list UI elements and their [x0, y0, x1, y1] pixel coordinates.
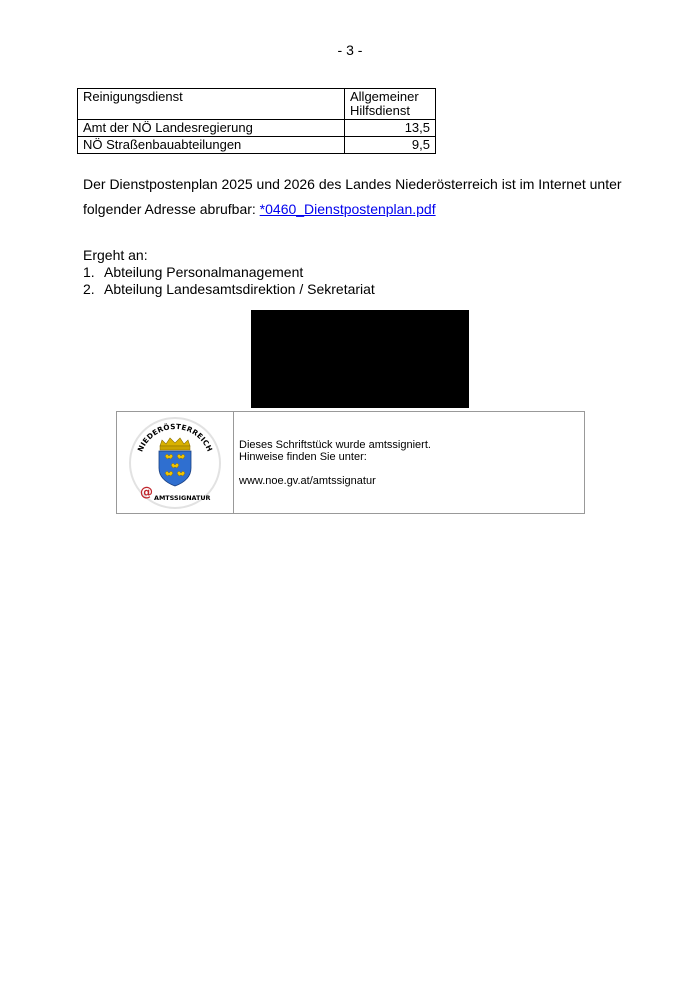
page-number: - 3 - [337, 42, 363, 58]
table-cell-label: Amt der NÖ Landesregierung [78, 120, 345, 137]
signature-line1: Dieses Schriftstück wurde amtssigniert. [239, 438, 431, 451]
table-row [78, 120, 436, 137]
paragraph-text: Der Dienstpostenplan 2025 und 2026 des Landes Niederösterreich ist im Internet unter folgender Adresse abrufbar: [83, 176, 622, 217]
recipients-section [83, 247, 375, 298]
table-cell-label: NÖ Straßenbauabteilungen [78, 137, 345, 154]
dienstpostenplan-link[interactable]: *0460_Dienstpostenplan.pdf [259, 201, 436, 217]
table-header-row [78, 89, 436, 120]
amtssignatur-seal-icon [126, 416, 224, 510]
seal-bottom-text: AMTSSIGNATUR [154, 493, 211, 502]
svg-text:@: @ [140, 484, 153, 500]
redacted-block [251, 310, 469, 408]
list-number: 2. [83, 281, 95, 297]
seal-cell [117, 412, 234, 513]
table-cell-value: 9,5 [345, 137, 436, 154]
list-text: Abteilung Landesamtsdirektion / Sekretariat [104, 281, 375, 297]
list-number: 1. [83, 264, 95, 280]
seal-top-text: NIEDERÖSTERREICH [135, 421, 215, 453]
staff-table [77, 88, 436, 154]
signature-line2: Hinweise finden Sie unter: [239, 450, 367, 463]
list-text: Abteilung Personalmanagement [104, 264, 304, 280]
list-item [83, 264, 375, 281]
signature-box [116, 411, 585, 514]
recipients-list [83, 264, 375, 298]
recipients-heading: Ergeht an: [83, 247, 148, 263]
table-header-cell: Reinigungsdienst [78, 89, 345, 120]
signature-url: www.noe.gv.at/amtssignatur [239, 474, 376, 487]
list-item [83, 281, 375, 298]
signature-text [234, 412, 431, 513]
body-paragraph [83, 172, 643, 222]
table-row [78, 137, 436, 154]
table-header-cell: Allgemeiner Hilfsdienst [345, 89, 436, 120]
table-cell-value: 13,5 [345, 120, 436, 137]
